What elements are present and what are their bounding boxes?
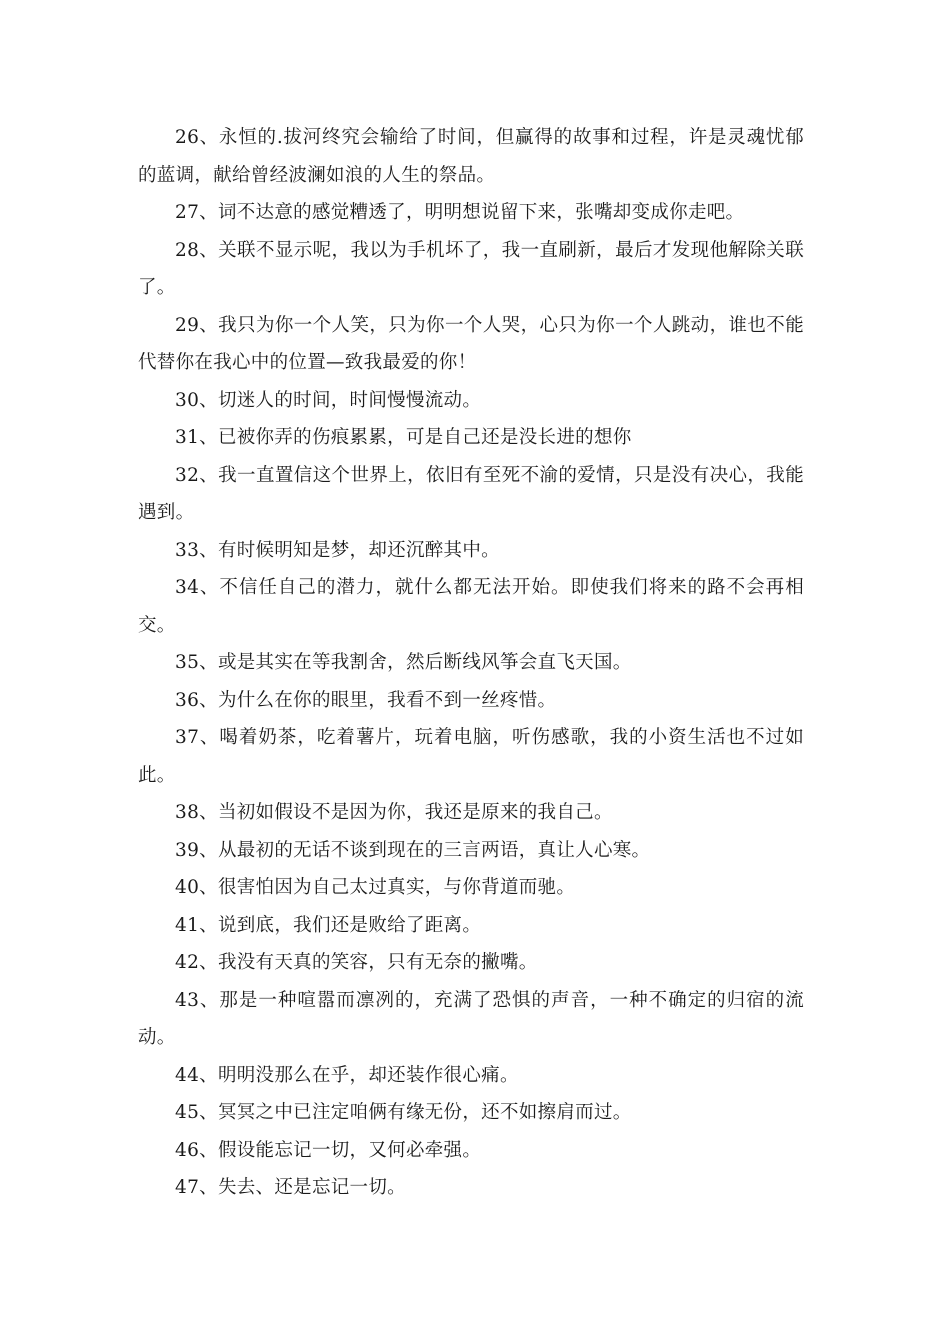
- paragraph-38: 38、当初如假设不是因为你，我还是原来的我自己。: [175, 802, 613, 823]
- paragraph-45: 45、冥冥之中已注定咱俩有缘无份，还不如擦肩而过。: [175, 1102, 632, 1123]
- paragraph-29: 29、我只为你一个人笑，只为你一个人哭，心只为你一个人跳动，谁也不能代替你在我心中的位置—致我最爱的你！: [138, 314, 804, 373]
- paragraph-27: 27、词不达意的感觉糟透了，明明想说留下来，张嘴却变成你走吧。: [175, 202, 745, 223]
- paragraph-32: 32、我一直置信这个世界上，依旧有至死不渝的爱情，只是没有决心，我能遇到。: [138, 464, 804, 523]
- paragraph-31: 31、已被你弄的伤痕累累，可是自己还是没长进的想你: [175, 427, 632, 448]
- paragraph-33: 33、有时候明知是梦，却还沉醉其中。: [175, 539, 500, 561]
- paragraph-47: 47、失去、还是忘记一切。: [175, 1177, 406, 1198]
- paragraph-42: 42、我没有天真的笑容，只有无奈的撇嘴。: [175, 952, 538, 973]
- paragraph-36: 36、为什么在你的眼里，我看不到一丝疼惜。: [175, 689, 557, 711]
- paragraph-43: 43、那是一种喧嚣而凛冽的，充满了恐惧的声音，一种不确定的归宿的流动。: [138, 989, 804, 1048]
- paragraph-39: 39、从最初的无话不谈到现在的三言两语，真让人心寒。: [175, 839, 651, 861]
- paragraph-30: 30、切迷人的时间，时间慢慢流动。: [175, 389, 482, 411]
- paragraph-28: 28、关联不显示呢，我以为手机坏了，我一直刷新，最后才发现他解除关联了。: [138, 239, 804, 298]
- paragraph-46: 46、假设能忘记一切，又何必牵强。: [175, 1139, 482, 1161]
- paragraph-40: 40、很害怕因为自己太过真实，与你背道而驰。: [175, 877, 576, 898]
- paragraph-35: 35、或是其实在等我割舍，然后断线风筝会直飞天国。: [175, 652, 632, 673]
- paragraph-34: 34、不信任自己的潜力，就什么都无法开始。即使我们将来的路不会再相交。: [138, 577, 804, 636]
- paragraph-41: 41、说到底，我们还是败给了距离。: [175, 914, 482, 936]
- paragraph-44: 44、明明没那么在乎，却还装作很心痛。: [175, 1064, 519, 1086]
- paragraph-37: 37、喝着奶茶，吃着薯片，玩着电脑，听伤感歌，我的小资生活也不过如此。: [138, 727, 804, 786]
- document-body: [138, 119, 804, 1207]
- paragraph-26: 26、永恒的.拔河终究会输给了时间，但赢得的故事和过程，许是灵魂忧郁的蓝调，献给曾经波澜如浪的人生的祭品。: [138, 127, 804, 186]
